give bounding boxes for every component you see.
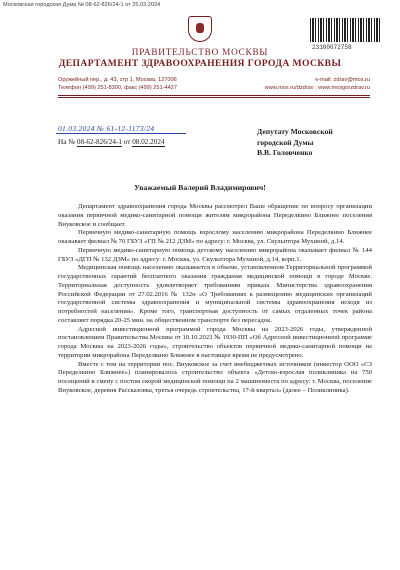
header-rule-secondary <box>58 97 370 98</box>
body-paragraph: Адресной инвестиционной программой города Москвы на 2023-2026 годы, утвержденной постановлением Правительства Москвы от 10.10.2023 № 1930-ПП «Об Адресной инвестиционной программе города Москвы на 2023-2026 годы», строительство объектов первичной медико-санитарной помощи на территории микрорайона Переделкино Ближнее в настоящее время не предусмотрено. <box>58 325 372 359</box>
body-paragraph: Вместе с тем на территории пос. Внуковское за счет внебюджетных источников (инвестор ООО «СЗ Переделкино Ближнее») планировалось строительство объекта «Детско-взрослая поликлиника на 750 посещений в смену с постом скорой медицинской помощи на 2 машиноместа по адресу: г. Москва, поселение Внуковское, деревня Рассказовка, третья очередь строительства, 17-й квартал» (далее – Поликлиника). <box>58 360 372 394</box>
government-title: ПРАВИТЕЛЬСТВО МОСКВЫ <box>131 47 269 57</box>
letter-body <box>58 203 372 396</box>
salutation: Уважаемый Валерий Владимирович! <box>134 183 266 192</box>
registration-stamp: 01.03.2024 № 61-12-1173/24 <box>58 124 155 133</box>
body-paragraph: Медицинская помощь населению оказывается в объеме, установленном Территориальной программой государственных гарантий бесплатного оказания гражданам медицинской помощи в городе Москве. Территориальная доступность удовлетворяет требованиям приказа Министерства здравоохранения Российской Федерации от 27.02.2016 № 132н «О Требованиях к размещению медицинских организаций государственной системы здравоохранения и муниципальной системы здравоохранения исходя из потребностей населения». Кроме того, транспортная доступность от самых отдаленных точек района составляет порядка 20-25 мин. на общественном транспорте без пересадок. <box>58 264 372 324</box>
addressee-name: В.В. Головченко <box>257 148 313 157</box>
fax-header-line: Московская городская Дума № 08-62-826/24-1 от 25.03.2024 <box>3 2 161 8</box>
contact-block <box>265 76 370 92</box>
addressee-block <box>257 127 333 159</box>
barcode-number: 23100072758 <box>312 44 352 51</box>
body-paragraph: Департамент здравоохранения города Москвы рассмотрел Ваше обращение по вопросу организации оказания первичной медико-санитарной помощи жителям микрорайона Переделкино Ближнее поселения Внуковское и сообщает. <box>58 203 372 228</box>
postal-address: Оружейный пер., д. 43, стр 1, Москва, 127006 <box>58 77 177 83</box>
barcode <box>310 18 380 42</box>
website-address: www.mos.ru/dzdrav ; www.mosgorzdrav.ru <box>264 85 370 91</box>
address-block <box>58 76 177 92</box>
reference-date: 08.02.2024 <box>132 138 165 146</box>
reference-number: 08-62-826/24-1 <box>76 138 122 146</box>
moscow-coat-of-arms-icon <box>188 16 212 42</box>
header-rule <box>58 95 370 96</box>
addressee-line: городской Думы <box>257 137 314 147</box>
email-address: e-mail: zdrav@mos.ru <box>315 77 370 83</box>
body-paragraph: Первичную медико-санитарную помощь взрослому населению микрорайона Переделкино Ближнее оказывает филиал № 70 ГБУЗ «ГП № 212 ДЗМ» по адресу: г. Москва, ул. Скульптора Мухиной, д.14. <box>58 229 372 245</box>
stamp-underline <box>56 133 186 134</box>
department-title: ДЕПАРТАМЕНТ ЗДРАВООХРАНЕНИЯ ГОРОДА МОСКВЫ <box>58 58 342 69</box>
reference-line <box>58 138 165 146</box>
phone-fax: Телефон (499) 251-8300, факс (499) 251-4427 <box>58 85 177 91</box>
body-paragraph: Первичную медико-санитарную помощь детскому населению микрорайона оказывает филиал № 144 ГБУЗ «ДГП № 132 ДЗМ» по адресу: г. Москва, ул. Скульптора Мухиной, д.14, корп.1. <box>58 246 372 263</box>
reference-prefix: На № <box>58 138 76 146</box>
addressee-line: Депутату Московской <box>257 127 333 136</box>
reference-from: от <box>123 138 131 146</box>
